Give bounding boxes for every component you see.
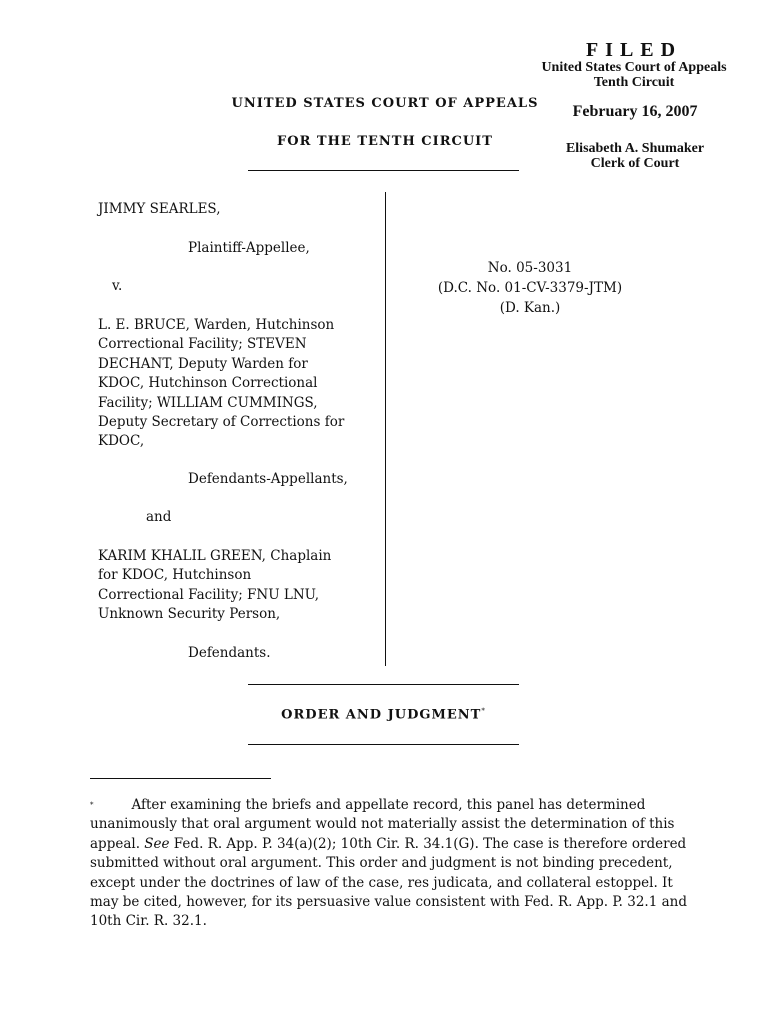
filed-clerk xyxy=(550,141,720,171)
order-rule-top xyxy=(248,684,519,685)
defendant-line: KDOC, Hutchinson Correctional xyxy=(98,375,318,392)
footnote xyxy=(90,796,690,932)
footnote-part1: After examining the briefs and appellate record, this panel has determined unanimously that oral argument would not materially assist the determination of this appeal. xyxy=(90,797,675,852)
order-title xyxy=(248,707,519,722)
defendant-line: Deputy Secretary of Corrections for xyxy=(98,414,345,431)
footnote-part2: Fed. R. App. P. 34(a)(2); 10th Cir. R. 34.1(G). The case is therefore ordered submitted without oral argument. This order and judgment is not binding precedent, except under the doctrines of law of the case, res judicata, and collateral estoppel. It may be cited, however, for its persuasive value consistent with Fed. R. App. P. 32.1 and 10th Cir. R. 32.1. xyxy=(90,835,687,930)
plaintiff-name: JIMMY SEARLES, xyxy=(98,201,221,217)
court-circuit: FOR THE TENTH CIRCUIT xyxy=(277,134,493,149)
header-rule xyxy=(248,170,519,171)
defendant-line: for KDOC, Hutchinson xyxy=(98,567,252,584)
defendants-appellants-role: Defendants-Appellants, xyxy=(188,471,348,487)
footnote-mark: * xyxy=(90,801,94,809)
footnote-rule xyxy=(90,778,271,779)
caption-and: and xyxy=(146,509,172,525)
filed-court-line1: United States Court of Appeals xyxy=(541,60,727,75)
footnote-text xyxy=(90,796,690,932)
defendant-line: Correctional Facility; STEVEN xyxy=(98,336,307,353)
docket-info xyxy=(400,258,660,318)
order-rule-bottom xyxy=(248,744,519,745)
versus: v. xyxy=(112,278,123,294)
docket-number: No. 05-3031 xyxy=(487,260,573,276)
dc-number: (D.C. No. 01-CV-3379-JTM) xyxy=(437,280,623,296)
filed-word: FILED xyxy=(585,39,683,61)
filed-court-line2: Tenth Circuit xyxy=(593,75,675,90)
clerk-title: Clerk of Court xyxy=(590,156,680,171)
district: (D. Kan.) xyxy=(499,300,561,316)
defendant-line: Correctional Facility; FNU LNU, xyxy=(98,586,320,603)
defendant-line: L. E. BRUCE, Warden, Hutchinson xyxy=(98,317,335,333)
defendants-appellants-list xyxy=(98,316,344,452)
caption-divider xyxy=(385,192,386,666)
defendant-line: KDOC, xyxy=(98,433,145,450)
filed-stamp xyxy=(528,40,740,90)
defendant-line: Unknown Security Person, xyxy=(98,606,281,623)
clerk-name: Elisabeth A. Shumaker xyxy=(565,141,705,156)
filed-date: February 16, 2007 xyxy=(572,103,698,120)
other-defendants-list xyxy=(98,547,331,625)
order-footnote-mark: * xyxy=(481,707,486,715)
defendant-line: Facility; WILLIAM CUMMINGS, xyxy=(98,394,318,411)
defendant-line: KARIM KHALIL GREEN, Chaplain xyxy=(98,548,332,564)
footnote-see: See xyxy=(144,835,170,852)
defendant-line: DECHANT, Deputy Warden for xyxy=(98,355,308,372)
plaintiff-role: Plaintiff-Appellee, xyxy=(188,240,310,256)
defendants-role: Defendants. xyxy=(188,645,271,661)
order-title-text: ORDER AND JUDGMENT xyxy=(281,707,482,723)
court-name: UNITED STATES COURT OF APPEALS xyxy=(231,96,539,111)
